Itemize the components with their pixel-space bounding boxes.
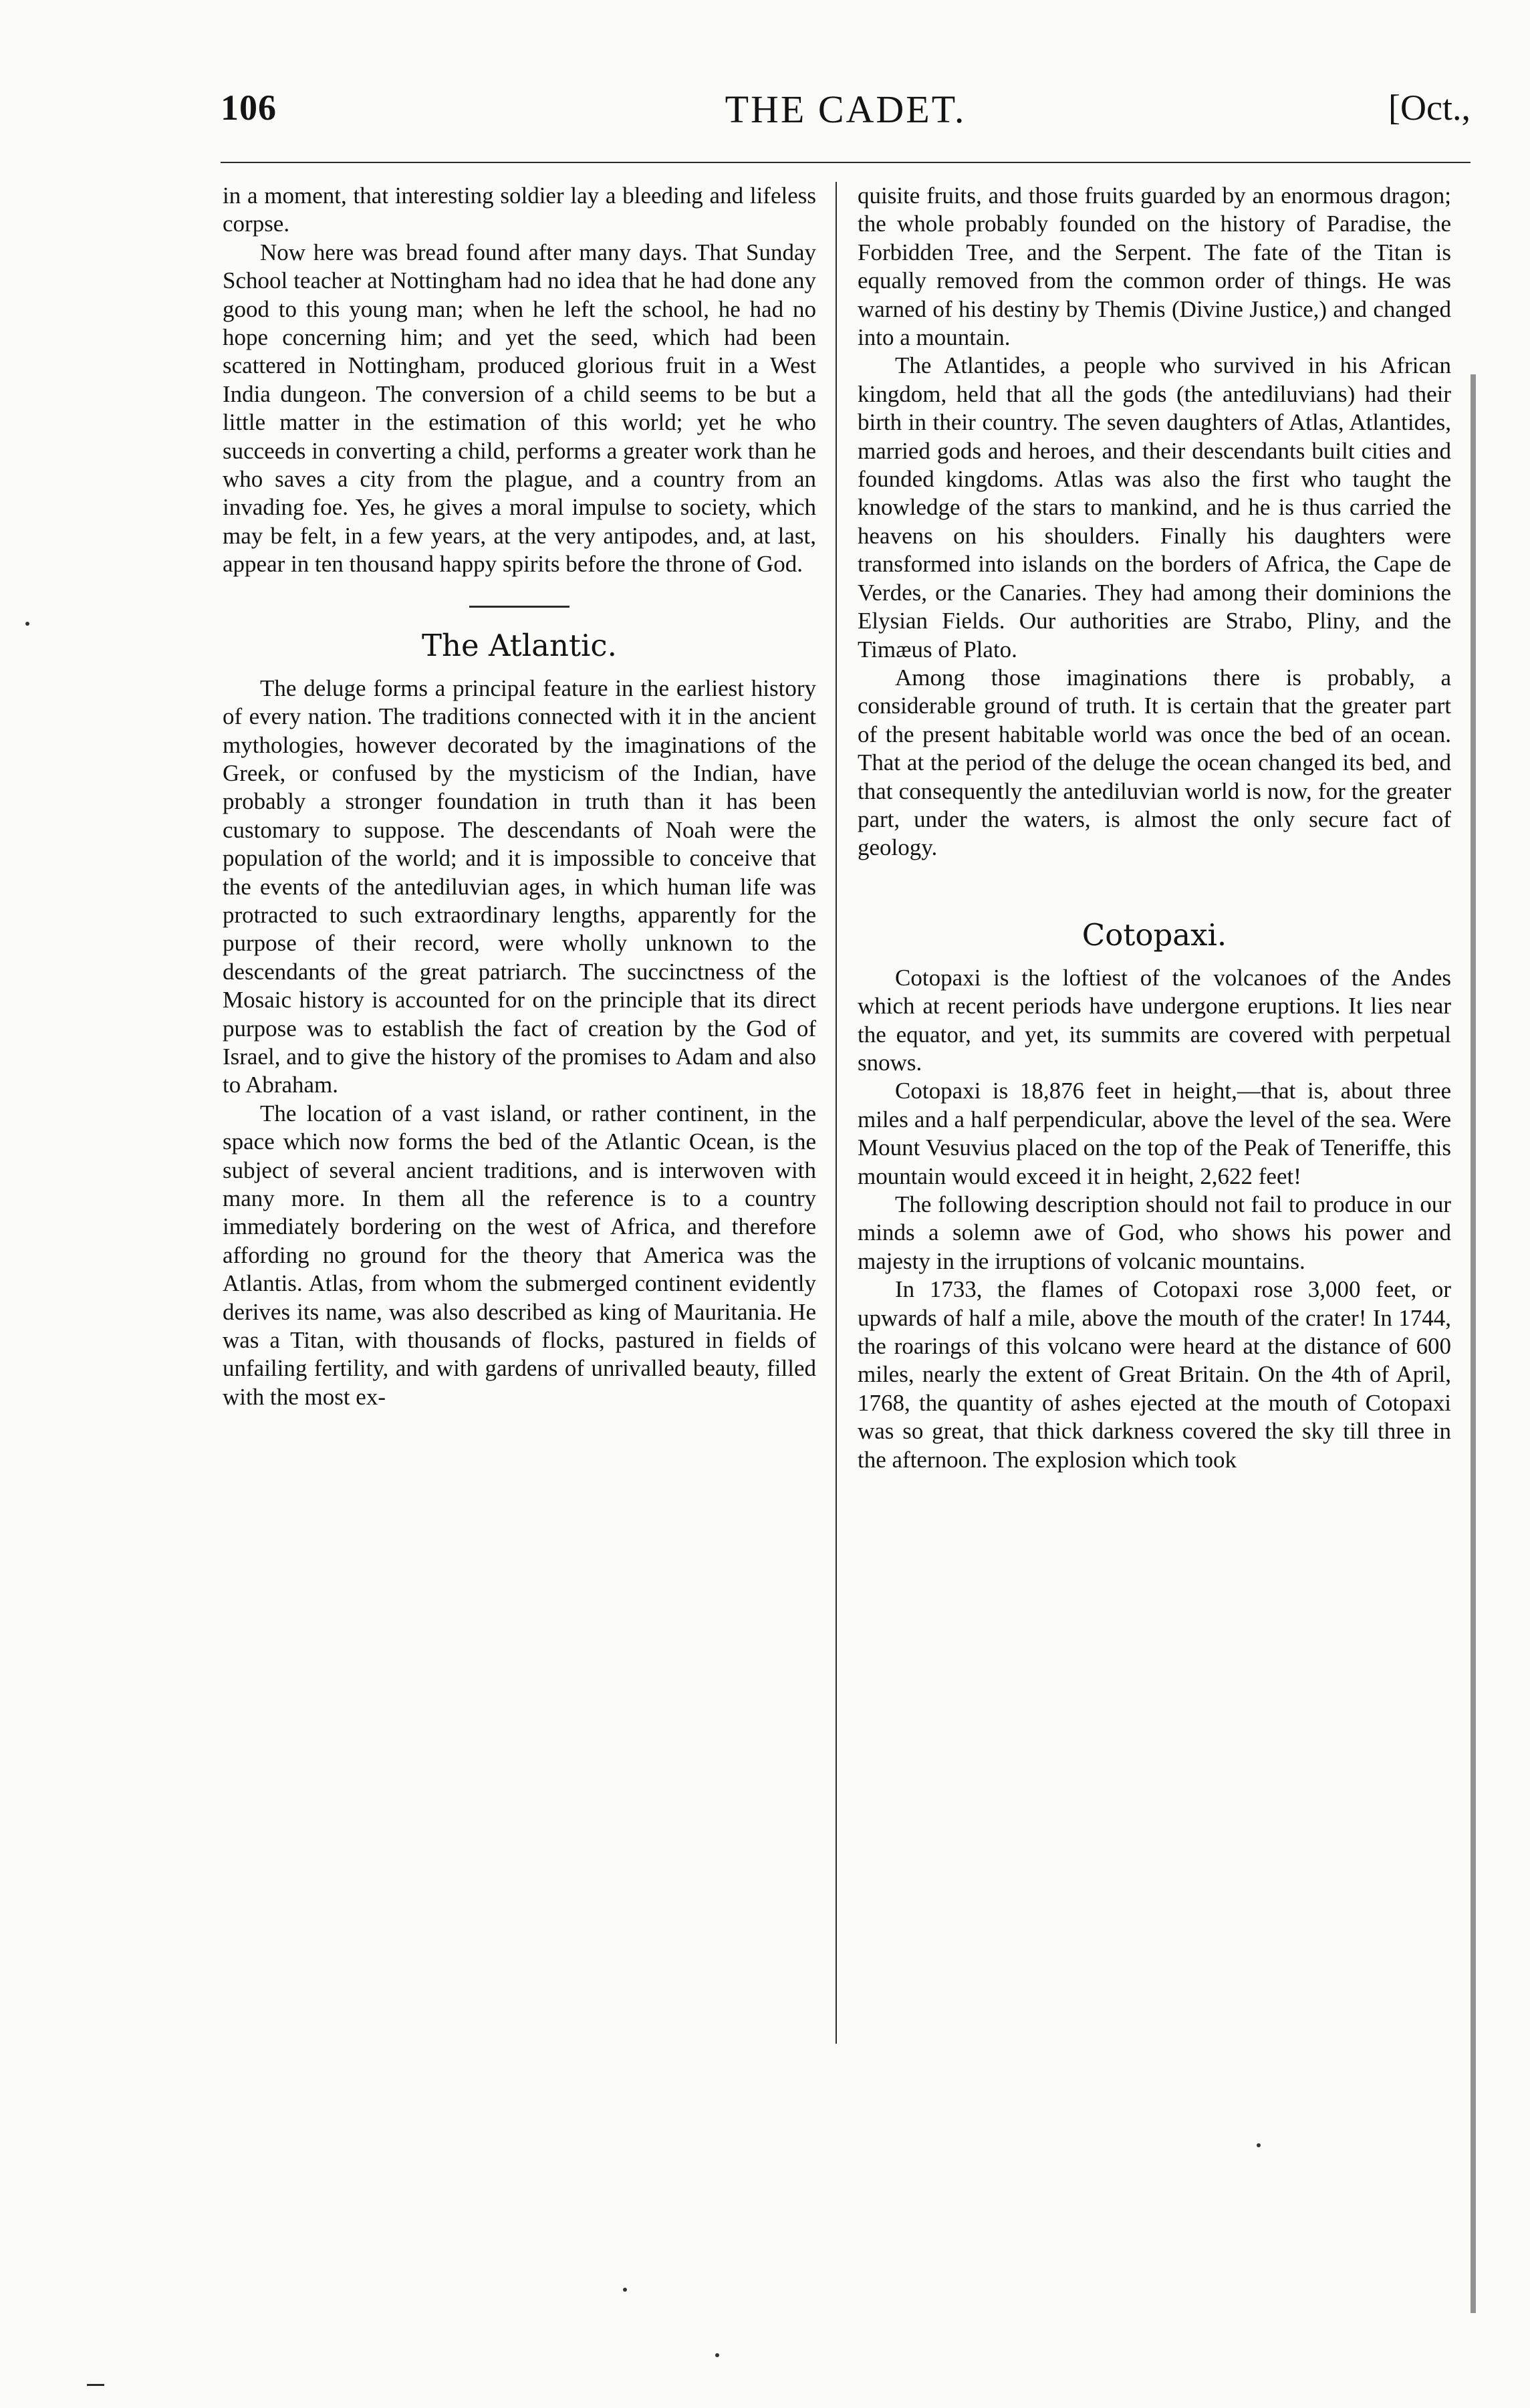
right-column [858,182,1451,1474]
ink-speck [1257,2143,1261,2147]
left-column [223,182,816,1411]
page-edge-shadow [1471,374,1476,2313]
section-heading-atlantic: The Atlantic. [422,627,617,663]
paragraph: Now here was bread found after many days. That Sunday School teacher at Nottingham had no idea that he had done any good to this young man; when he left the school, he had no hope concerning him; and yet the seed, which had been scattered in Nottingham, produced glorious fruit in a West India dungeon. The conversion of a child seems to be but a little matter in the estimation of this world; yet he who succeeds in converting a child, performs a greater work than he who saves a city from the plague, and a country from an invading foe. Yes, he gives a moral impulse to society, which may be felt, in a few years, at the very antipodes, and, at last, appear in ten thousand happy spirits before the throne of God. [223,239,816,578]
paragraph: Cotopaxi is the loftiest of the volcanoes of the Andes which at recent periods have undergone eruptions. It lies near the equator, and yet, its summits are covered with perpetual snows. [858,964,1451,1076]
section-divider [469,606,569,608]
ink-speck [25,622,29,626]
paragraph: Cotopaxi is 18,876 feet in height,—that is, about three miles and a half perpendicular, above the level of the sea. Were Mount Vesuvius placed on the top of the Peak of Teneriffe, this mountain would exceed it in height, 2,622 feet! [858,1078,1451,1189]
journal-title: THE CADET. [725,88,967,131]
column-divider [836,182,837,2044]
paragraph: In 1733, the flames of Cotopaxi rose 3,000 feet, or upwards of half a mile, above the mouth of the crater! In 1744, the roarings of this volcano were heard at the distance of 600 miles, nearly the extent of Great Britain. On the 4th of April, 1768, the quantity of ashes ejected at the mouth of Cotopaxi was so great, that thick darkness covered the sky till three in the afternoon. The explosion which took [858,1276,1451,1473]
paragraph: in a moment, that interesting soldier lay a bleeding and lifeless corpse. [223,183,816,237]
ink-speck [623,2288,627,2292]
paragraph: The Atlantides, a people who survived in his African kingdom, held that all the gods (the antediluvians) had their birth in their country. The seven daughters of Atlas, Atlantides, married gods and heroes, and their descendants built cities and founded kingdoms. Atlas was also the first who taught the knowledge of the stars to mankind, and he is thus carried the heavens on his shoulders. Finally his daughters were transformed into islands on the borders of Africa, the Cape de Verdes, or the Canaries. They had among their dominions the Elysian Fields. Our authorities are Strabo, Pliny, and the Timæus of Plato. [858,352,1451,663]
paragraph: quisite fruits, and those fruits guarded by an enormous dragon; the whole probably founded on the history of Paradise, the Forbidden Tree, and the Serpent. The fate of the Titan is equally removed from the common order of things. He was warned of his destiny by Themis (Divine Justice,) and changed into a mountain. [858,183,1451,351]
paragraph: The deluge forms a principal feature in the earliest history of every nation. The traditions connected with it in the ancient mythologies, however decorated by the imaginations of the Greek, or confused by the mysticism of the Indian, have probably a stronger foundation in truth than it has been customary to suppose. The descendants of Noah were the population of the world; and it is impossible to conceive that the events of the antediluvian ages, in which human life was protracted to such extraordinary lengths, apparently for the purpose of their record, were wholly unknown to the descendants of the great patriarch. The succinctness of the Mosaic history is accounted for on the principle that its direct purpose was to establish the fact of creation by the God of Israel, and to give the history of the promises to Adam and also to Abraham. [223,675,816,1098]
section-heading-cotopaxi: Cotopaxi. [1081,917,1227,953]
page-number: 106 [221,88,277,128]
paragraph: Among those imaginations there is probably, a considerable ground of truth. It is certain that the greater part of the present habitable world was once the bed of an ocean. That at the period of the deluge the ocean changed its bed, and that consequently the antediluvian world is now, for the greater part, under the waters, is almost the only secure fact of geology. [858,664,1451,861]
ink-mark [87,2384,104,2386]
header-rule [221,162,1471,163]
paragraph: The location of a vast island, or rather continent, in the space which now forms the bed of the Atlantic Ocean, is the subject of several ancient traditions, and is interwoven with many more. In them all the reference is to a country immediately bordering on the west of Africa, and therefore affording no ground for the theory that America was the Atlantis. Atlas, from whom the submerged continent evidently derives its name, was also described as king of Mauritania. He was a Titan, with thousands of flocks, pastured in fields of unfailing fertility, and with gardens of unrivalled beauty, filled with the most ex- [223,1100,816,1410]
issue-month: [Oct., [1388,88,1471,128]
running-head [221,87,1471,154]
paragraph: The following description should not fail to produce in our minds a solemn awe of God, who shows his power and majesty in the irruptions of volcanic mountains. [858,1191,1451,1274]
ink-speck [715,2353,719,2357]
section-gap [858,862,1451,904]
